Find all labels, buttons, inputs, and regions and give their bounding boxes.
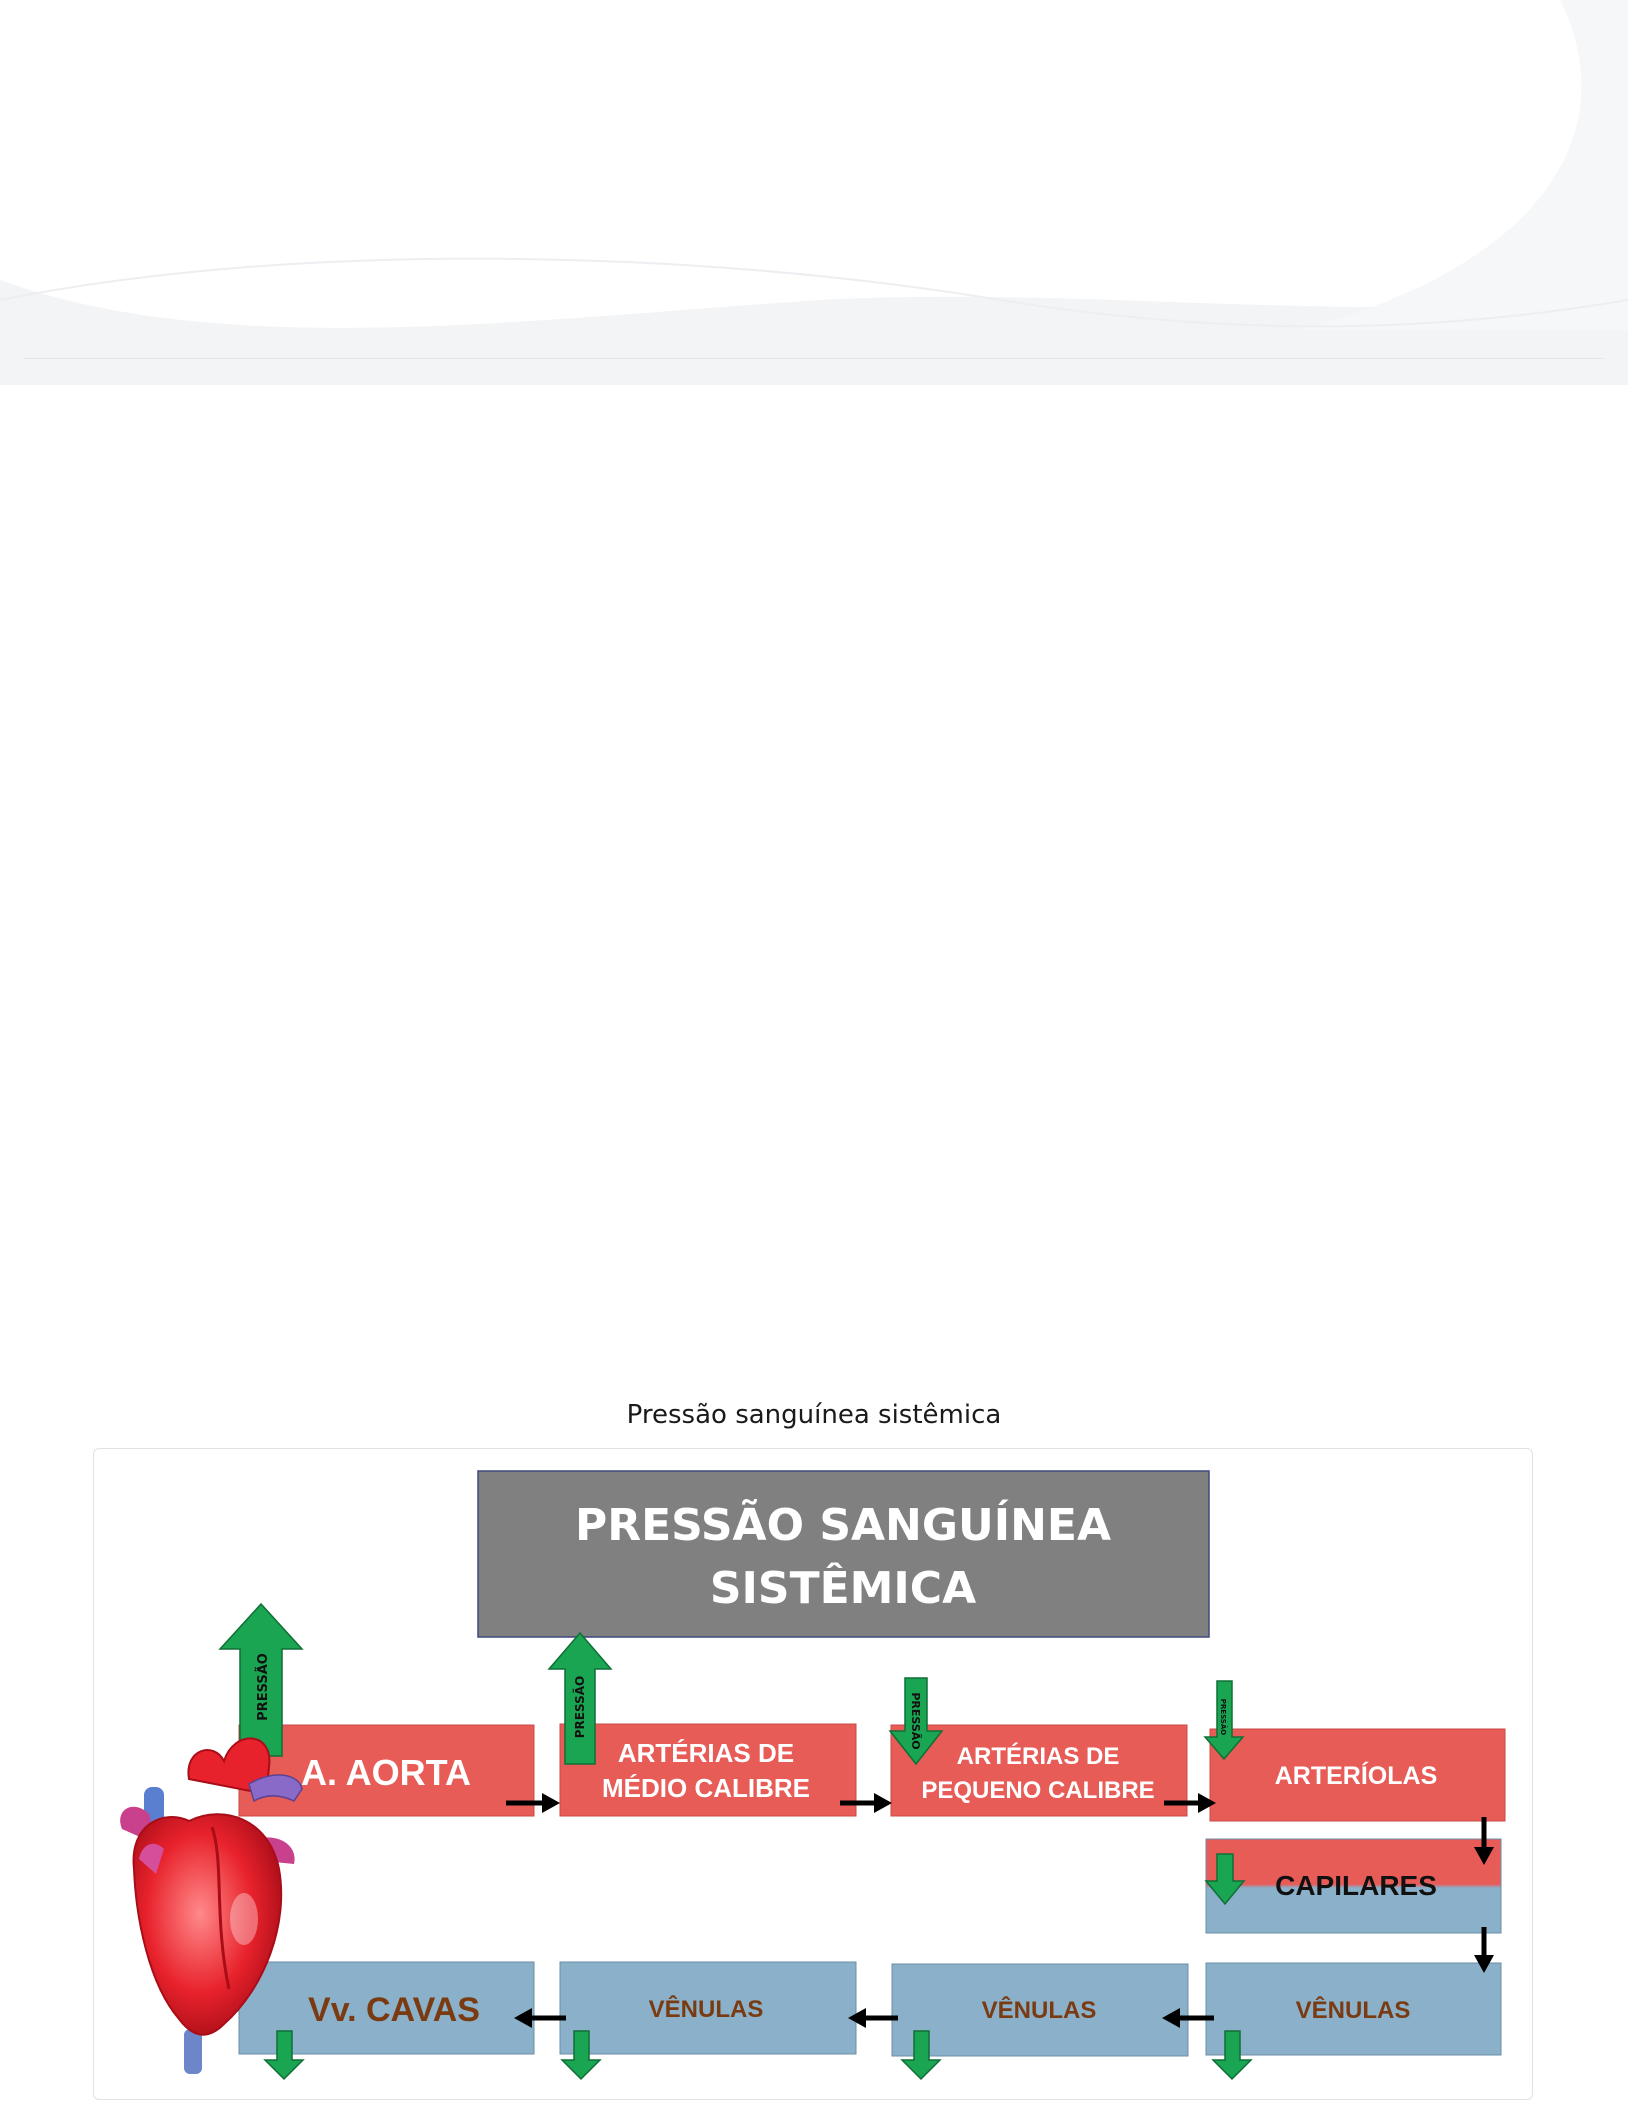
box-venulas-1	[560, 1962, 856, 2054]
cavas-label: Vv. CAVAS	[308, 1991, 480, 2029]
header-wave-decoration	[0, 0, 1628, 385]
header-divider	[24, 358, 1604, 359]
venulas-2-label: VÊNULAS	[981, 1997, 1097, 2024]
blood-pressure-diagram	[94, 1449, 1531, 2098]
pressure-label-pequeno: PRESSÃO	[909, 1692, 922, 1750]
diagram-title-line2: SISTÊMICA	[709, 1563, 977, 1614]
box-capilares	[1206, 1839, 1501, 1933]
pequeno-calibre-line1: ARTÉRIAS DE	[956, 1743, 1120, 1770]
figure-caption: Pressão sanguínea sistêmica	[626, 1400, 1002, 1430]
pequeno-calibre-line2: PEQUENO CALIBRE	[921, 1777, 1155, 1804]
diagram-title-line1: PRESSÃO SANGUÍNEA	[574, 1500, 1112, 1551]
box-venulas-3	[1206, 1963, 1501, 2055]
pressure-label-arteriolas: PRESSÃO	[1219, 1698, 1227, 1736]
diagram-title-box	[478, 1471, 1209, 1637]
capilares-label: CAPILARES	[1275, 1870, 1437, 1901]
venulas-1-label: VÊNULAS	[648, 1996, 764, 2023]
arteriolas-label: ARTERÍOLAS	[1274, 1762, 1438, 1790]
medio-calibre-line1: ARTÉRIAS DE	[617, 1738, 795, 1768]
box-aorta	[239, 1725, 534, 1816]
pressure-label-aorta: PRESSÃO	[256, 1653, 271, 1721]
header-band	[0, 0, 1628, 385]
venulas-3-label: VÊNULAS	[1295, 1997, 1411, 2024]
box-arteriolas	[1210, 1729, 1505, 1821]
box-medio-calibre	[560, 1724, 856, 1816]
figure-frame	[93, 1448, 1533, 2100]
aorta-label: A. AORTA	[301, 1752, 471, 1793]
pressure-label-medio: PRESSÃO	[573, 1675, 587, 1739]
medio-calibre-line2: MÉDIO CALIBRE	[602, 1773, 810, 1803]
box-venulas-2	[892, 1964, 1188, 2056]
